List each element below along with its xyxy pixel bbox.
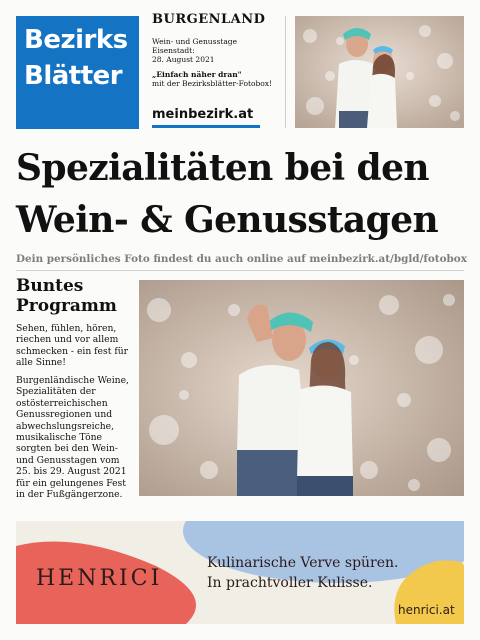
sidebar-paragraph2: Burgenländische Weine, Spezialitäten der ostösterreichischen Genussregionen und abwechslungsreiche, musikalische Töne sorgten bei den Wein- und Genusstagen vom 25. bis 29. August 2021 für ein gelungenes Fest in der Fußgängerzone. xyxy=(16,375,129,501)
ad-tagline2: In prachtvoller Kulisse. xyxy=(207,575,373,591)
henrici-logo: HENRICI xyxy=(36,566,163,591)
logo-line1: Bezirks xyxy=(24,25,128,55)
region-label: BURGENLAND xyxy=(152,12,266,27)
headline-line2: Wein- & Genusstagen xyxy=(16,199,439,241)
event-place: Eisenstadt: xyxy=(152,46,195,55)
vertical-divider xyxy=(285,16,286,128)
website-link[interactable]: meinbezirk.at xyxy=(152,107,254,122)
ad-url[interactable]: henrici.at xyxy=(398,603,455,617)
main-photo xyxy=(139,280,464,496)
headline-line1: Spezialitäten bei den xyxy=(16,147,430,189)
website-underline xyxy=(152,125,260,128)
subheadline: Dein persönliches Foto findest du auch online auf meinbezirk.at/bgld/fotobox xyxy=(16,253,467,265)
horizontal-divider xyxy=(16,270,464,271)
sidebar-title: Buntes Programm xyxy=(16,276,117,316)
masthead-meta xyxy=(152,12,277,88)
slogan-quote: „Einfach näher dran" xyxy=(152,70,242,79)
logo-line2: Blätter xyxy=(24,61,123,91)
bezirksblaetter-logo[interactable] xyxy=(16,16,139,129)
slogan-rest: mit der Bezirksblätter-Fotobox! xyxy=(152,79,273,88)
headline xyxy=(16,142,476,246)
event-name: Wein- und Genusstage xyxy=(152,37,238,46)
photo-thumbnail xyxy=(295,16,464,128)
slogan xyxy=(152,70,277,88)
sidebar-paragraph1: Sehen, fühlen, hören, riechen und vor allem schmecken - ein fest für alle Sinne! xyxy=(16,323,129,369)
event-date: 28. August 2021 xyxy=(152,55,215,64)
event-info xyxy=(152,37,277,64)
ad-tagline1: Kulinarische Verve spüren. xyxy=(207,555,399,571)
